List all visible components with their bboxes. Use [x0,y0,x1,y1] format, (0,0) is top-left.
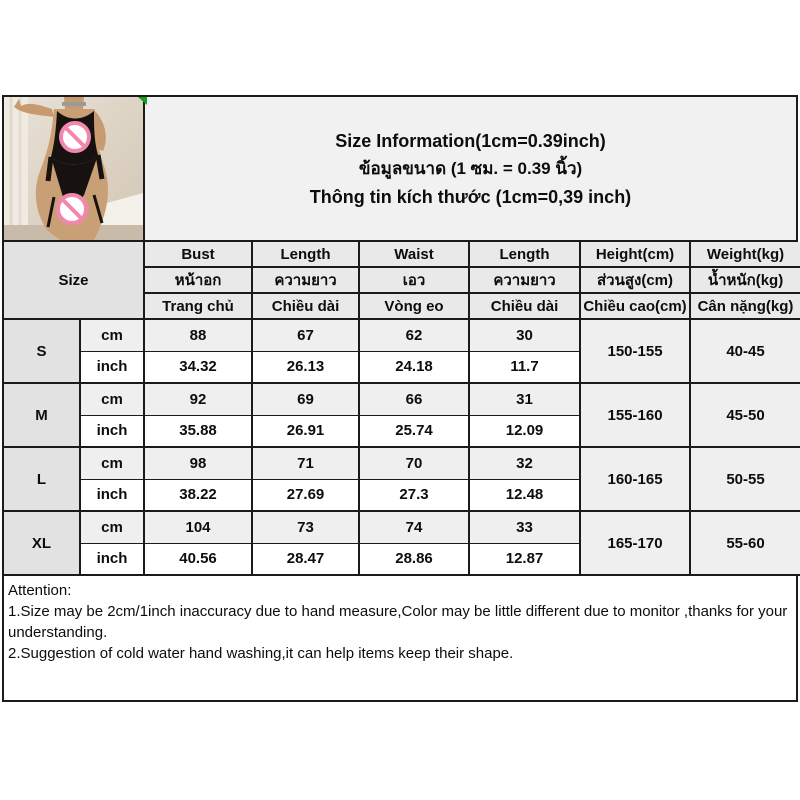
unit-cm: cm [80,447,144,479]
col-header-length-vi: Chiều dài [252,293,359,319]
size-label-m: M [4,383,80,447]
cell-xl-bust-inch: 40.56 [144,543,252,575]
cell-s-length2-cm: 30 [469,319,580,351]
cell-m-height: 155-160 [580,383,690,447]
col-header-waist-vi: Vòng eo [359,293,469,319]
col-header-bust-th: หน้าอก [144,267,252,293]
cell-s-length2-inch: 11.7 [469,351,580,383]
product-photo [4,97,145,240]
cell-xl-length2-cm: 33 [469,511,580,543]
col-header-bust-en: Bust [144,242,252,267]
attention-heading: Attention: [8,582,72,599]
cell-m-length-cm: 69 [252,383,359,415]
col-header-weight-en: Weight(kg) [690,242,800,267]
cell-m-waist-inch: 25.74 [359,415,469,447]
col-header-length-th: ความยาว [252,267,359,293]
col-header-length2-vi: Chiều dài [469,293,580,319]
title-english: Size Information(1cm=0.39inch) [335,130,606,151]
cell-s-bust-cm: 88 [144,319,252,351]
col-header-length-en: Length [252,242,359,267]
cell-m-waist-cm: 66 [359,383,469,415]
col-header-weight-th: น้ำหนัก(kg) [690,267,800,293]
content-box [2,95,798,702]
cell-l-waist-cm: 70 [359,447,469,479]
attention-note [4,576,796,700]
col-header-waist-en: Waist [359,242,469,267]
cell-l-waist-inch: 27.3 [359,479,469,511]
cell-l-length2-inch: 12.48 [469,479,580,511]
cell-xl-weight: 55-60 [690,511,800,575]
attention-line-2: 2.Suggestion of cold water hand washing,it can help items keep their shape. [8,645,514,662]
size-label-xl: XL [4,511,80,575]
choker [62,102,86,106]
cell-xl-length-cm: 73 [252,511,359,543]
unit-inch: inch [80,415,144,447]
cell-m-bust-inch: 35.88 [144,415,252,447]
unit-inch: inch [80,543,144,575]
cell-l-length-inch: 27.69 [252,479,359,511]
model-photo-illustration [4,97,143,240]
col-header-waist-th: เอว [359,267,469,293]
cell-s-length-cm: 67 [252,319,359,351]
cell-l-length2-cm: 32 [469,447,580,479]
cell-m-length2-inch: 12.09 [469,415,580,447]
col-header-height-th: ส่วนสูง(cm) [580,267,690,293]
cell-s-length-inch: 26.13 [252,351,359,383]
cell-m-bust-cm: 92 [144,383,252,415]
col-header-bust-vi: Trang chủ [144,293,252,319]
cell-m-length2-cm: 31 [469,383,580,415]
cell-s-waist-cm: 62 [359,319,469,351]
cell-l-weight: 50-55 [690,447,800,511]
cell-s-weight: 40-45 [690,319,800,383]
col-header-height-en: Height(cm) [580,242,690,267]
cell-l-height: 160-165 [580,447,690,511]
censor-prohibition-icon [61,123,89,151]
size-table [4,242,800,576]
curtain [4,97,28,240]
col-header-length2-en: Length [469,242,580,267]
cell-m-length-inch: 26.91 [252,415,359,447]
unit-cm: cm [80,383,144,415]
cell-xl-length2-inch: 12.87 [469,543,580,575]
cell-s-height: 150-155 [580,319,690,383]
size-header-cell: Size [4,242,144,319]
unit-cm: cm [80,319,144,351]
unit-cm: cm [80,511,144,543]
attention-line-1: 1.Size may be 2cm/1inch inaccuracy due to hand measure,Color may be little different due to monitor ,thanks for your understanding. [8,603,788,641]
cell-l-length-cm: 71 [252,447,359,479]
col-header-height-vi: Chiều cao(cm) [580,293,690,319]
cell-l-bust-inch: 38.22 [144,479,252,511]
cell-s-bust-inch: 34.32 [144,351,252,383]
title-vietnamese: Thông tin kích thước (1cm=0,39 inch) [309,186,632,207]
unit-inch: inch [80,351,144,383]
cell-m-weight: 45-50 [690,383,800,447]
size-info-title-block [145,97,796,240]
title-thai: ข้อมูลขนาด (1 ซม. = 0.39 นิ้ว) [358,158,583,178]
cell-l-bust-cm: 98 [144,447,252,479]
top-row [4,97,796,242]
cell-xl-height: 165-170 [580,511,690,575]
size-label-s: S [4,319,80,383]
cell-xl-length-inch: 28.47 [252,543,359,575]
cell-xl-waist-cm: 74 [359,511,469,543]
censor-prohibition-icon [58,195,86,223]
cell-s-waist-inch: 24.18 [359,351,469,383]
cell-xl-waist-inch: 28.86 [359,543,469,575]
col-header-length2-th: ความยาว [469,267,580,293]
cell-xl-bust-cm: 104 [144,511,252,543]
unit-inch: inch [80,479,144,511]
col-header-weight-vi: Cân nặng(kg) [690,293,800,319]
size-label-l: L [4,447,80,511]
